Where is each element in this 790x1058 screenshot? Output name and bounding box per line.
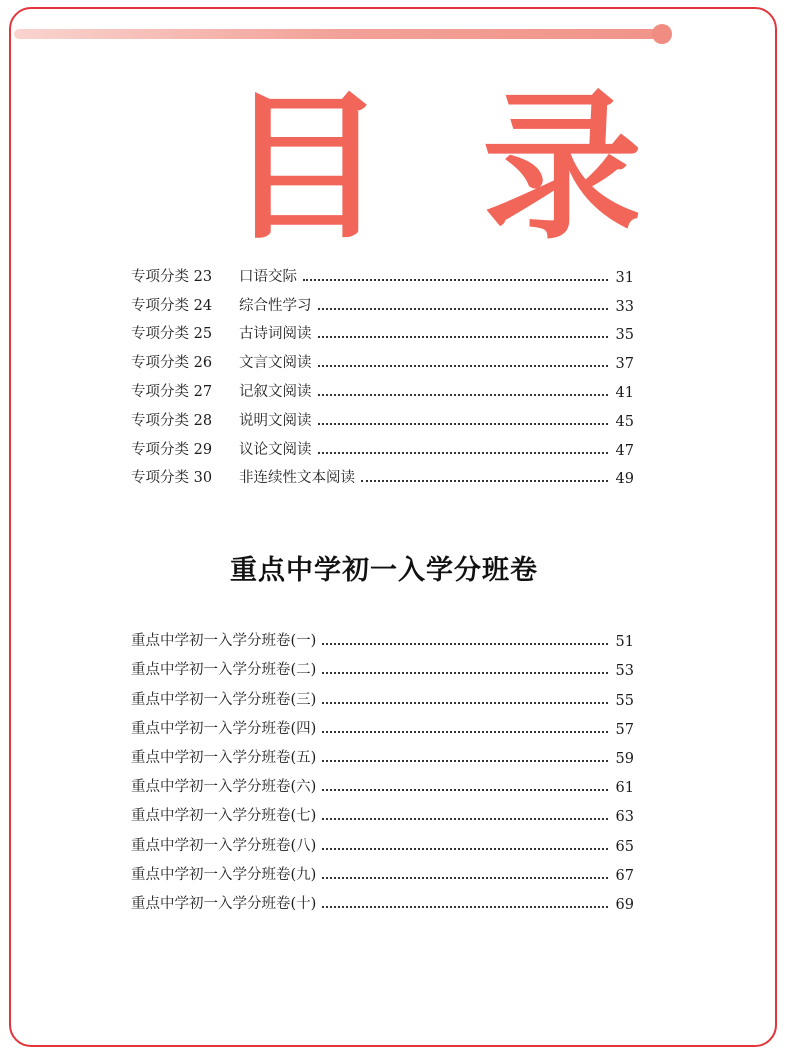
toc-row-title: 重点中学初一入学分班卷(四): [131, 720, 317, 737]
toc-dot-leader: [322, 759, 608, 762]
toc-dot-leader: [318, 307, 609, 310]
toc-row[interactable]: [131, 709, 634, 738]
toc-row-title: 重点中学初一入学分班卷(一): [131, 633, 317, 650]
toc-row-page: 65: [615, 838, 634, 855]
toc-row-page: 31: [615, 269, 634, 286]
toc-row-page: 51: [615, 634, 634, 651]
decorative-top-bar: [14, 29, 662, 39]
toc-row-title: 重点中学初一入学分班卷(十): [131, 895, 317, 912]
toc-row-page: 69: [615, 896, 634, 913]
toc-dot-leader: [322, 730, 608, 733]
toc-row-title: 重点中学初一入学分班卷(八): [131, 837, 317, 854]
toc-dot-leader: [322, 701, 608, 704]
toc-row[interactable]: [131, 257, 634, 286]
toc-row[interactable]: [131, 855, 634, 884]
toc-row-title: 重点中学初一入学分班卷(七): [131, 808, 317, 825]
toc-row-code: 专项分类 24: [131, 297, 213, 314]
toc-row-code: 专项分类 27: [131, 383, 213, 400]
toc-row-page: 49: [615, 471, 634, 488]
toc-row-page: 33: [615, 298, 634, 315]
title-char-1: 目: [226, 74, 387, 261]
toc-row[interactable]: [131, 286, 634, 315]
toc-row-title: 重点中学初一入学分班卷(五): [131, 749, 317, 766]
toc-row[interactable]: [131, 315, 634, 344]
toc-row-code: 专项分类 26: [131, 355, 213, 372]
toc-row-title: 说明文阅读: [239, 412, 312, 429]
toc-row-page: 45: [615, 413, 634, 430]
toc-row-page: 53: [615, 663, 634, 680]
toc-row-page: 35: [615, 327, 634, 344]
toc-row-title: 重点中学初一入学分班卷(六): [131, 779, 317, 796]
toc-dot-leader: [318, 393, 609, 396]
toc-row-page: 59: [615, 750, 634, 767]
toc-row-title: 非连续性文本阅读: [239, 470, 355, 487]
toc-row-page: 37: [615, 356, 634, 373]
decorative-top-bar-dot: [652, 24, 672, 44]
toc-row-page: 47: [615, 442, 634, 459]
toc-dot-leader: [322, 642, 608, 645]
toc-row-code: 专项分类 23: [131, 268, 213, 285]
toc-row-code: 专项分类 25: [131, 326, 213, 343]
toc-row[interactable]: [131, 738, 634, 767]
toc-row-page: 41: [615, 384, 634, 401]
toc-dot-leader: [322, 817, 608, 820]
toc-row-page: 63: [615, 809, 634, 826]
toc-row-page: 61: [615, 780, 634, 797]
toc-dot-leader: [322, 671, 608, 674]
toc-dot-leader: [322, 788, 608, 791]
title-char-2: 录: [482, 74, 643, 261]
toc-row-title: 综合性学习: [239, 297, 312, 314]
toc-row-title: 议论文阅读: [239, 441, 312, 458]
toc-row[interactable]: [131, 679, 634, 708]
toc-dot-leader: [303, 278, 608, 281]
toc-row[interactable]: [131, 343, 634, 372]
toc-row[interactable]: [131, 372, 634, 401]
toc-row-code: 专项分类 30: [131, 470, 213, 487]
toc-row-code: 专项分类 28: [131, 412, 213, 429]
toc-dot-leader: [322, 876, 608, 879]
toc-dot-leader: [318, 364, 609, 367]
toc-row[interactable]: [131, 621, 634, 650]
toc-dot-leader: [322, 847, 608, 850]
toc-dot-leader: [322, 905, 608, 908]
toc-row[interactable]: [131, 459, 634, 488]
toc-section-placement-exams: [131, 621, 634, 913]
toc-dot-leader: [361, 479, 608, 482]
toc-row-title: 口语交际: [239, 268, 297, 285]
toc-row-title: 古诗词阅读: [239, 326, 312, 343]
toc-row-page: 67: [615, 867, 634, 884]
toc-row[interactable]: [131, 430, 634, 459]
toc-row-title: 重点中学初一入学分班卷(九): [131, 866, 317, 883]
toc-dot-leader: [318, 335, 609, 338]
toc-row-code: 专项分类 29: [131, 441, 213, 458]
section-heading: 重点中学初一入学分班卷: [230, 555, 538, 586]
toc-row[interactable]: [131, 401, 634, 430]
toc-row[interactable]: [131, 767, 634, 796]
toc-row[interactable]: [131, 825, 634, 854]
toc-row-title: 重点中学初一入学分班卷(二): [131, 662, 317, 679]
toc-row[interactable]: [131, 650, 634, 679]
toc-row-title: 重点中学初一入学分班卷(三): [131, 691, 317, 708]
toc-row-page: 55: [615, 692, 634, 709]
toc-row[interactable]: [131, 884, 634, 913]
toc-row-title: 记叙文阅读: [239, 383, 312, 400]
toc-row[interactable]: [131, 796, 634, 825]
toc-dot-leader: [318, 422, 609, 425]
toc-row-page: 57: [615, 721, 634, 738]
toc-dot-leader: [318, 451, 609, 454]
toc-section-special-topics: [131, 257, 634, 487]
toc-row-title: 文言文阅读: [239, 355, 312, 372]
